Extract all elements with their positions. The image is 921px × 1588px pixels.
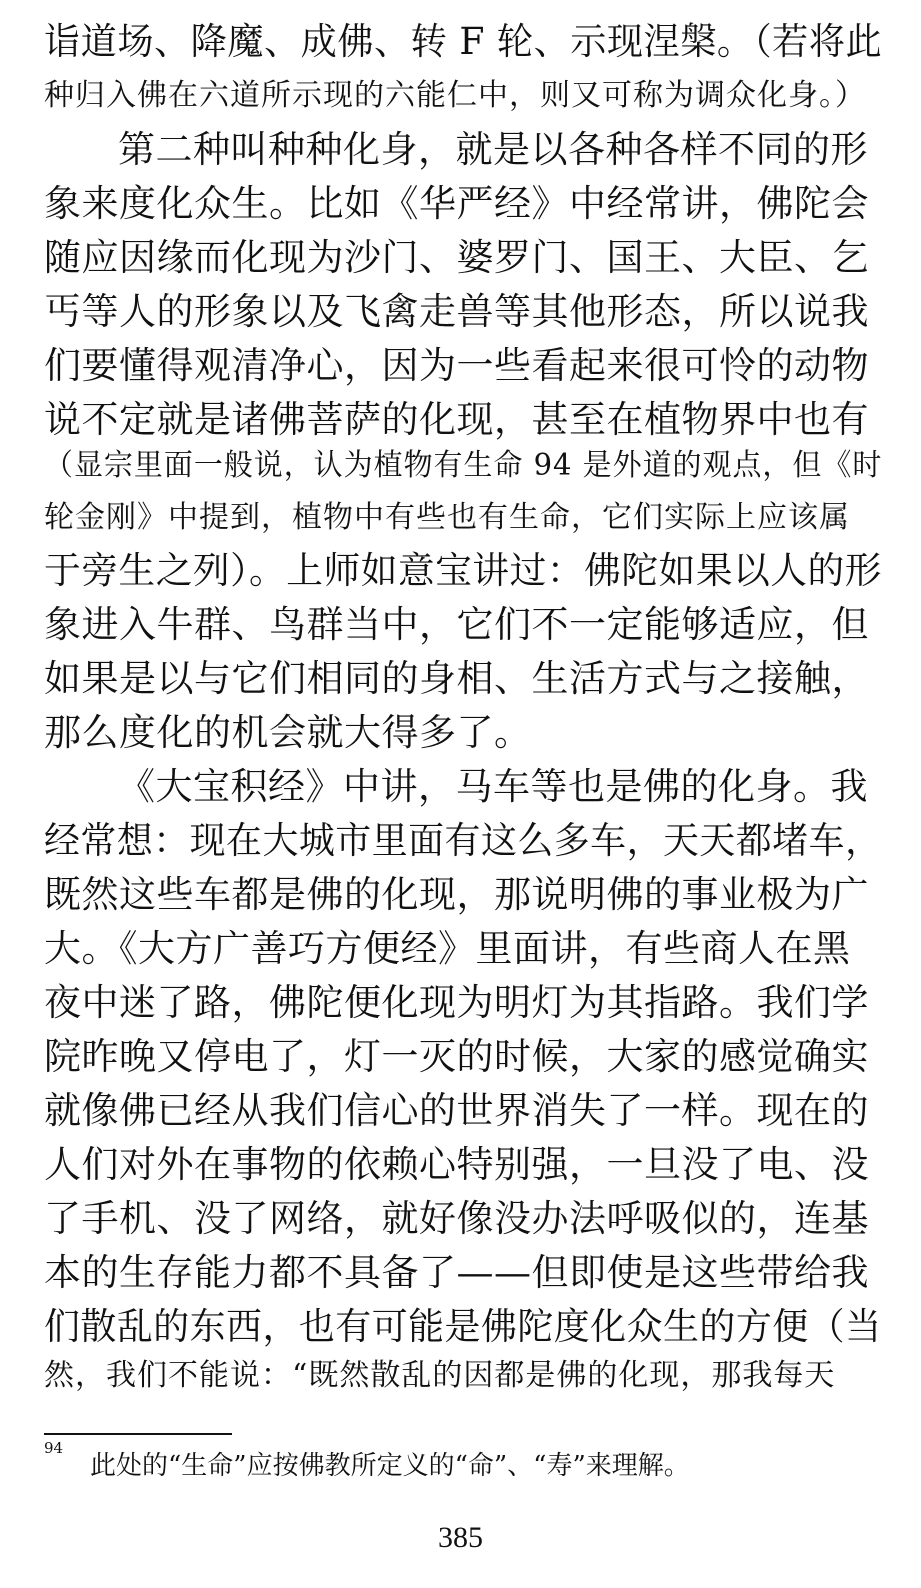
footnote-number: 94: [44, 1439, 64, 1457]
text-line: 然，我们不能说：“既然散乱的因都是佛的化现，那我每天: [44, 1358, 836, 1393]
text-line: 们散乱的东西，也有可能是佛陀度化众生的方便（当: [44, 1305, 882, 1348]
text-line: 如果是以与它们相同的身相、生活方式与之接触，: [44, 657, 869, 700]
text-line: 人们对外在事物的依赖心特别强，一旦没了电、没: [44, 1143, 869, 1186]
text-line: 就像佛已经从我们信心的世界消失了一样。现在的: [44, 1089, 869, 1132]
text-line: 象进入牛群、鸟群当中，它们不一定能够适应，但: [44, 603, 869, 646]
text-line: 大。《大方广善巧方便经》里面讲，有些商人在黑: [44, 927, 851, 970]
text-line: （显宗里面一般说，认为植物有生命 94 是外道的观点，但《时: [44, 448, 883, 483]
footnote-divider: [44, 1433, 232, 1435]
text-line: 既然这些车都是佛的化现，那说明佛的事业极为广: [44, 873, 869, 916]
text-line: 说不定就是诸佛菩萨的化现，甚至在植物界中也有: [44, 398, 869, 441]
text-line: 随应因缘而化现为沙门、婆罗门、国王、大臣、乞: [44, 236, 869, 279]
page-number: 385: [438, 1521, 483, 1554]
text-line: 经常想：现在大城市里面有这么多车，天天都堵车，: [44, 819, 882, 862]
paragraph-start-line: 第二种叫种种化身，就是以各种各样不同的形: [118, 128, 868, 171]
text-line: 了手机、没了网络，就好像没办法呼吸似的，连基: [44, 1197, 869, 1240]
text-line: 夜中迷了路，佛陀便化现为明灯为其指路。我们学: [44, 981, 869, 1024]
text-line: 象来度化众生。比如《华严经》中经常讲，佛陀会: [44, 182, 869, 225]
text-line: 轮金刚》中提到，植物中有些也有生命，它们实际上应该属: [44, 500, 850, 535]
text-line: 们要懂得观清净心，因为一些看起来很可怜的动物: [44, 344, 869, 387]
paragraph-start-line: 《大宝积经》中讲，马车等也是佛的化身。我: [118, 765, 868, 808]
text-line: 丐等人的形象以及飞禽走兽等其他形态，所以说我: [44, 290, 869, 333]
text-line: 诣道场、降魔、成佛、转 F 轮、示现涅槃。（若将此: [44, 20, 883, 63]
text-line: 院昨晚又停电了，灯一灭的时候，大家的感觉确实: [44, 1035, 869, 1078]
text-line: 于旁生之列）。上师如意宝讲过：佛陀如果以人的形: [44, 549, 883, 592]
text-line: 那么度化的机会就大得多了。: [44, 711, 532, 754]
footnote: [44, 1439, 882, 1486]
footnote-text: 此处的“生命”应按佛教所定义的“命”、“寿”来理解。: [90, 1451, 690, 1481]
text-line: 种归入佛在六道所示现的六能仁中，则又可称为调众化身。）: [44, 78, 866, 113]
text-line: 本的生存能力都不具备了——但即使是这些带给我: [44, 1251, 869, 1294]
